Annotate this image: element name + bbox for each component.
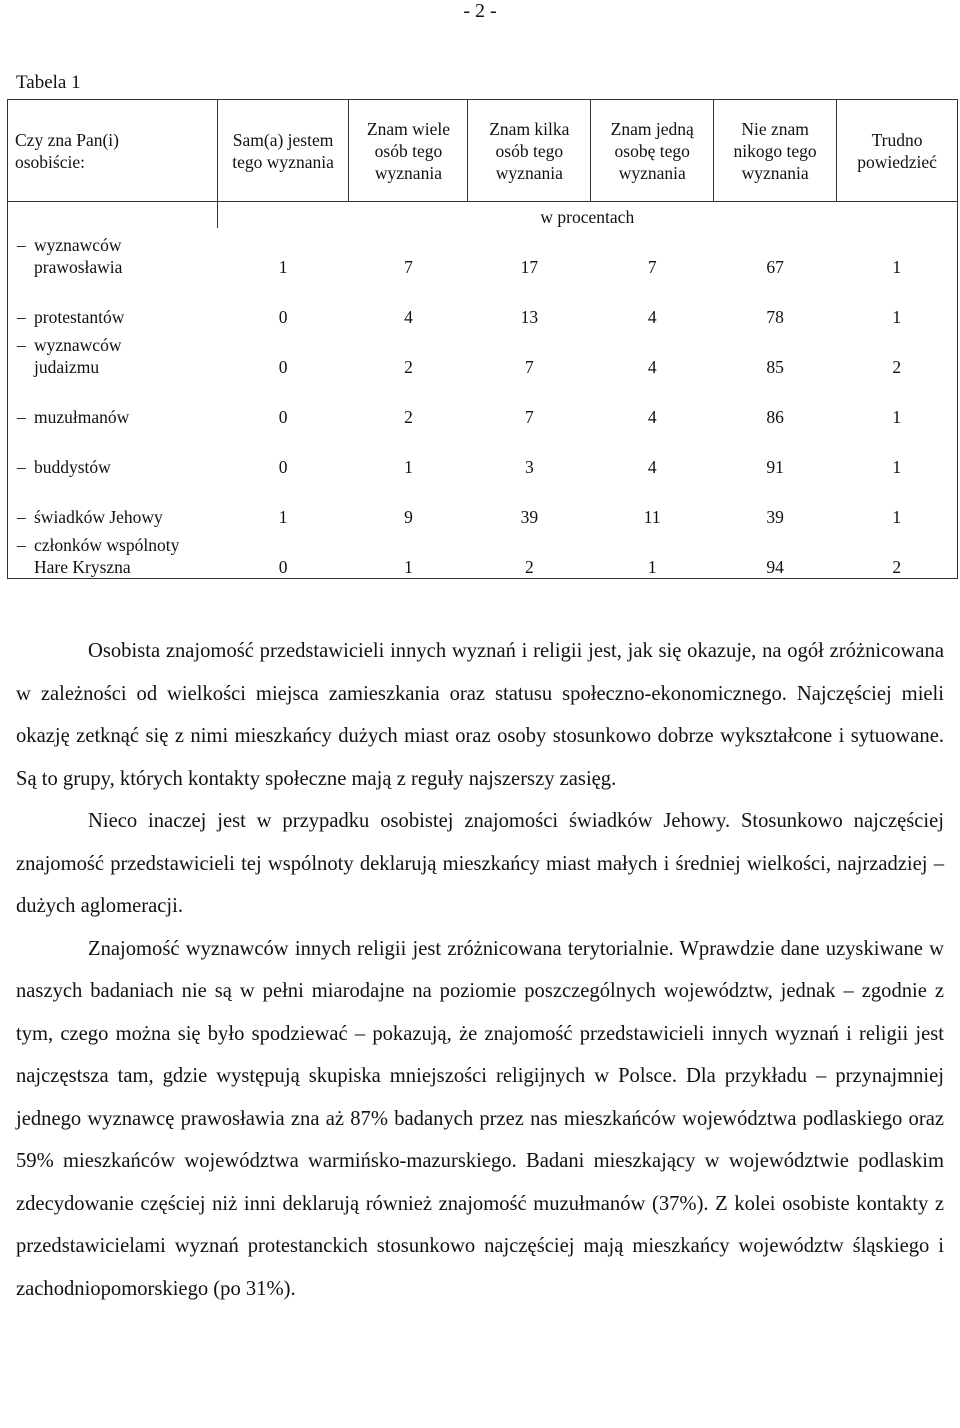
page-number: - 2 - — [463, 0, 497, 22]
table-cell: 2 — [404, 407, 413, 427]
table-cell: 7 — [524, 357, 534, 377]
table-row — [8, 278, 958, 328]
table-cell: 2 — [837, 328, 958, 378]
table-cell: 4 — [647, 307, 657, 327]
survey-table — [7, 99, 958, 579]
row-label — [17, 306, 217, 328]
table-cell: 17 — [520, 257, 539, 277]
table-cell: 39 — [520, 507, 539, 527]
row-label-line: członków wspólnoty — [34, 535, 180, 555]
row-label — [17, 506, 217, 528]
row-dash: – — [17, 335, 26, 355]
row-dash: – — [17, 235, 26, 255]
table-row — [8, 478, 958, 528]
column-header: Znam wiele osób tego wyznania — [349, 100, 468, 202]
table-row — [8, 528, 958, 579]
table-row — [8, 228, 958, 278]
paragraph: Osobista znajomość przedstawicieli innych wyznań i religii jest, jak się okazuje, na ogół zróżnicowana w zależności od wielkości miejsca zamieszkania oraz statusu społeczno-ekonomicznego. Najczęściej mieli okazję zetknąć się z nimi mieszkańcy dużych miast oraz osoby stosunkowo dobrze wykształcone i sytuowane. Są to grupy, których kontakty społeczne mają z reguły najszerszy zasięg. — [16, 640, 944, 790]
table-cell: 1 — [404, 457, 413, 477]
table-cell: 67 — [766, 257, 784, 277]
table-cell: 94 — [714, 528, 837, 579]
row-dash: – — [17, 507, 26, 527]
table-cell: 2 — [837, 528, 958, 579]
unit-spacer — [8, 202, 218, 229]
row-label-cell — [8, 478, 218, 528]
row-dash: – — [17, 407, 26, 427]
table-cell: 2 — [468, 528, 591, 579]
table-cell: 85 — [766, 357, 784, 377]
table-caption: Tabela 1 — [16, 72, 81, 93]
row-label — [17, 234, 217, 278]
table-cell: 0 — [278, 307, 288, 327]
row-label-line: wyznawców — [34, 235, 122, 255]
row-label-line: świadków Jehowy — [34, 507, 163, 527]
row-dash: – — [17, 307, 26, 327]
table-cell: 0 — [278, 407, 288, 427]
row-label — [17, 334, 217, 378]
table-cell: 0 — [217, 528, 349, 579]
body-text — [16, 630, 944, 1310]
table-cell: 1 — [278, 507, 288, 527]
table-cell: 86 — [766, 407, 784, 427]
row-label-cell — [8, 228, 218, 278]
table-cell: 78 — [766, 307, 784, 327]
table-body — [8, 228, 958, 579]
table-cell: 1 — [837, 228, 958, 278]
paragraph: Nieco inaczej jest w przypadku osobistej znajomości świadków Jehowy. Stosunkowo najczęściej znajomość przedstawicieli tej wspólnoty deklarują mieszkańcy miast małych i średniej wielkości, najrzadziej – dużych aglomeracji. — [16, 810, 944, 917]
column-header: Znam kilka osób tego wyznania — [468, 100, 591, 202]
column-header: Nie znam nikogo tego wyznania — [714, 100, 837, 202]
table-cell: 1 — [837, 378, 958, 428]
table-cell: 91 — [766, 457, 784, 477]
row-label-line: judaizmu — [34, 357, 100, 377]
row-label — [17, 534, 217, 578]
table-cell: 1 — [837, 478, 958, 528]
table-cell: 11 — [643, 507, 661, 527]
table-cell: 1 — [837, 278, 958, 328]
table-cell: 13 — [520, 307, 539, 327]
table-cell: 7 — [404, 257, 413, 277]
table-cell: 3 — [524, 457, 534, 477]
table-cell: 0 — [278, 457, 288, 477]
table-cell: 7 — [647, 257, 657, 277]
row-label-line: Hare Kryszna — [34, 557, 131, 577]
row-label — [17, 406, 217, 428]
table-cell: 4 — [647, 407, 657, 427]
table-cell: 4 — [647, 357, 657, 377]
row-dash: – — [17, 535, 26, 555]
table-cell: 9 — [404, 507, 413, 527]
table-row — [8, 378, 958, 428]
column-header: Trudno powiedzieć — [837, 100, 958, 202]
column-header: Znam jedną osobę tego wyznania — [591, 100, 714, 202]
row-label-line: wyznawców — [34, 335, 122, 355]
row-label-line: protestantów — [34, 307, 125, 327]
table-cell: 1 — [278, 257, 288, 277]
row-label-line: buddystów — [34, 457, 111, 477]
table-cell: 1 — [591, 528, 714, 579]
row-label-cell — [8, 328, 218, 378]
table-cell: 39 — [766, 507, 784, 527]
unit-label: w procentach — [217, 202, 957, 229]
row-label-line: muzułmanów — [34, 407, 130, 427]
question-header: Czy zna Pan(i) osobiście: — [8, 100, 218, 202]
table-row — [8, 328, 958, 378]
row-label-line: prawosławia — [34, 257, 123, 277]
table-cell: 4 — [647, 457, 657, 477]
row-label-cell — [8, 528, 218, 579]
table-cell: 7 — [524, 407, 534, 427]
row-label — [17, 456, 217, 478]
table-cell: 1 — [837, 428, 958, 478]
table-cell: 1 — [349, 528, 468, 579]
table-header-row — [8, 100, 958, 202]
table-cell: 0 — [278, 357, 288, 377]
row-label-cell — [8, 378, 218, 428]
unit-row — [8, 202, 958, 229]
row-label-cell — [8, 278, 218, 328]
row-dash: – — [17, 457, 26, 477]
table-row — [8, 428, 958, 478]
row-label-cell — [8, 428, 218, 478]
paragraph: Znajomość wyznawców innych religii jest zróżnicowana terytorialnie. Wprawdzie dane uzyskiwane w naszych badaniach nie są w pełni miarodajne na poziomie poszczególnych województw, jednak – zgodnie z tym, czego można się było spodziewać – pokazują, że znajomość przedstawicieli innych wyznań i religii jest najczęstsza tam, gdzie występują skupiska mniejszości religijnych w Polsce. Dla przykładu – przynajmniej jednego wyznawcę prawosławia zna aż 87% badanych przez nas mieszkańców województwa podlaskiego oraz 59% mieszkańców województwa warmińsko-mazurskiego. Badani mieszkający w województwie podlaskim zdecydowanie częściej niż inni deklarują również znajomość muzułmanów (37%). Z kolei osobiste kontakty z przedstawicielami wyznań protestanckich stosunkowo najczęściej mają mieszkańcy województw śląskiego i zachodniopomorskiego (po 31%). — [16, 937, 944, 1300]
table-cell: 2 — [404, 357, 413, 377]
table-cell: 4 — [404, 307, 413, 327]
column-header: Sam(a) jestem tego wyznania — [217, 100, 349, 202]
